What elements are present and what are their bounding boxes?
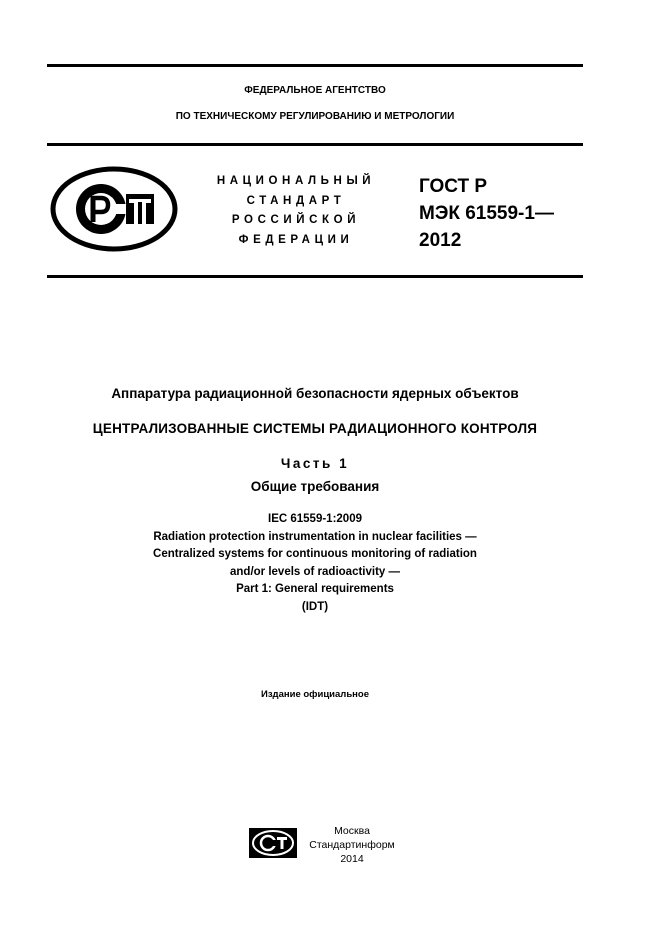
subtitle: Общие требования — [250, 479, 380, 494]
english-title-line4: Part 1: General requirements — [236, 583, 394, 595]
iec-code: IEC 61559-1:2009 — [268, 513, 362, 525]
publisher-city: Москва — [334, 825, 370, 837]
standard-designation — [419, 173, 554, 254]
english-title-line2: Centralized systems for continuous monitoring of radiation — [153, 548, 477, 560]
agency-name-line2: ПО ТЕХНИЧЕСКОМУ РЕГУЛИРОВАНИЮ И МЕТРОЛОГИИ — [175, 111, 455, 122]
top-rule — [47, 64, 583, 67]
publisher-info — [303, 824, 401, 866]
national-standard-line2: СТАНДАРТ — [246, 194, 346, 207]
designation-line3: 2012 — [419, 230, 462, 251]
general-title: Аппаратура радиационной безопасности ядерных объектов — [111, 386, 519, 401]
publisher-year: 2014 — [340, 853, 364, 865]
idt-marker: (IDT) — [301, 600, 329, 613]
english-title-line3: and/or levels of radioactivity — — [230, 565, 400, 578]
standartinform-logo-icon — [249, 828, 297, 858]
logo-block-rule — [47, 275, 583, 278]
edition-label: Издание официальное — [261, 689, 369, 700]
main-title: ЦЕНТРАЛИЗОВАННЫЕ СИСТЕМЫ РАДИАЦИОННОГО КОНТРОЛЯ — [92, 421, 538, 436]
english-title-block — [47, 511, 583, 616]
header-rule — [47, 143, 583, 146]
publisher-name: Стандартинформ — [309, 839, 395, 851]
national-standard-label — [200, 172, 392, 250]
agency-name-line1: ФЕДЕРАЛЬНОЕ АГЕНТСТВО — [244, 85, 386, 96]
designation-line1: ГОСТ Р — [419, 176, 488, 197]
part-title: Часть 1 — [280, 456, 350, 471]
national-standard-line4: ФЕДЕРАЦИИ — [238, 233, 354, 246]
national-standard-line3: РОССИЙСКОЙ — [231, 214, 361, 226]
national-standard-line1: НАЦИОНАЛЬНЫЙ — [216, 175, 376, 187]
english-title-line1: Radiation protection instrumentation in nuclear facilities — — [153, 530, 477, 543]
gost-r-logo-icon — [50, 166, 178, 252]
designation-line2: МЭК 61559-1— — [419, 203, 554, 224]
